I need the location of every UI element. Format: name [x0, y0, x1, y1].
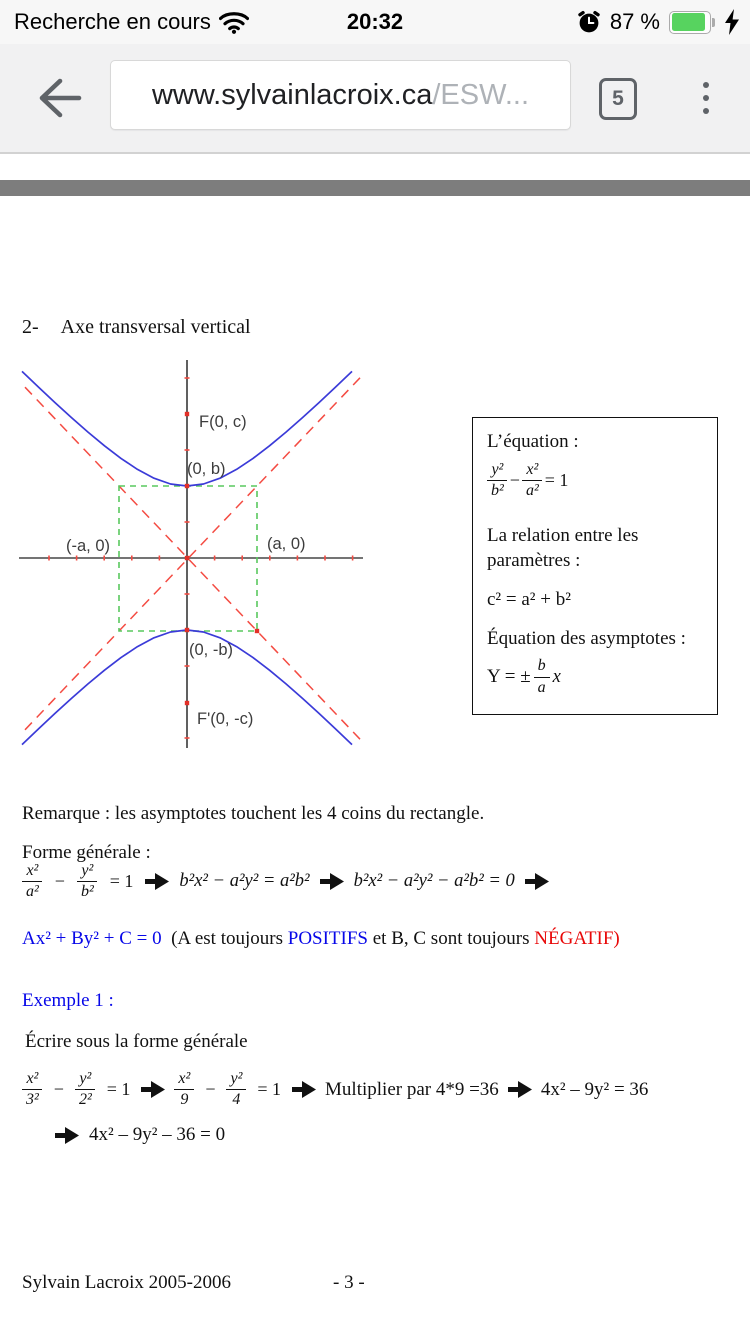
browser-toolbar: [0, 44, 750, 154]
asymptote-label: Équation des asymptotes :: [487, 627, 686, 649]
paren-open-text: (A est toujours: [161, 928, 288, 949]
frac-num: x²: [522, 461, 542, 481]
arrow-icon: [292, 1081, 316, 1098]
footer-author: Sylvain Lacroix 2005-2006: [22, 1272, 231, 1293]
asymptote-formula: [487, 657, 703, 697]
example-intro: Écrire sous la forme générale: [25, 1031, 248, 1052]
tab-count: 5: [612, 87, 624, 110]
status-right-group: [577, 0, 740, 44]
frac-num: y²: [75, 1070, 95, 1090]
example-derivation-row2: [55, 1124, 225, 1146]
frac-num: y²: [77, 862, 97, 882]
label-vertex-bottom: (0, -b): [189, 641, 234, 659]
arrow-icon: [508, 1081, 532, 1098]
label-vertex-top: (0, b): [187, 460, 226, 478]
hyperbola-graph: [15, 357, 365, 750]
overflow-menu-button[interactable]: [694, 72, 718, 124]
equals-rhs: = 1: [109, 871, 134, 892]
example-derivation-row1: [22, 1070, 648, 1110]
battery-percent: 87 %: [609, 9, 660, 34]
middle-text: et B, C sont toujours: [368, 928, 535, 949]
url-domain-text: www.sylvainlacroix.ca: [151, 78, 433, 111]
section-number: 2-: [22, 316, 39, 338]
negative-word: NÉGATIF): [534, 928, 620, 949]
remark-text: Remarque : les asymptotes touchent les 4 coins du rectangle.: [22, 803, 485, 824]
frac-num: b: [534, 657, 550, 677]
derivation-step: b²x² − a²y² = a²b²: [179, 871, 310, 892]
section-title: Axe transversal vertical: [60, 316, 251, 338]
frac-num: y²: [487, 461, 507, 481]
label-left-vertex: (-a, 0): [66, 537, 111, 555]
relation-formula: c² = a² + b²: [487, 588, 571, 610]
frac-den: a: [537, 678, 546, 696]
menu-dot-icon: [703, 82, 709, 88]
equals-rhs: = 1: [106, 1079, 131, 1100]
footer-page-number: - 3 -: [333, 1272, 365, 1293]
minus-op: −: [53, 1079, 64, 1100]
url-path-text: /ESW...: [432, 78, 530, 111]
derivation-step: b²x² − a²y² − a²b² = 0: [353, 871, 515, 892]
frac-num: x²: [22, 1070, 42, 1090]
equals-rhs: = 1: [544, 469, 569, 490]
multiply-note: Multiplier par 4*9 =36: [325, 1078, 499, 1100]
relation-label: La relation entre les paramètres :: [487, 525, 639, 572]
label-right-vertex: (a, 0): [267, 535, 306, 553]
arrow-icon: [55, 1127, 79, 1144]
alarm-icon: [577, 10, 601, 34]
equation-label: L’équation :: [487, 431, 579, 452]
battery-icon: [669, 11, 715, 34]
back-button[interactable]: [34, 74, 84, 122]
frac-num: x²: [174, 1070, 194, 1090]
section-heading: [22, 316, 251, 339]
general-equation: Ax² + By² + C = 0: [22, 928, 162, 949]
back-arrow-icon: [34, 74, 84, 122]
page-top-band: [0, 180, 750, 196]
arrow-icon: [145, 873, 169, 890]
charging-bolt-icon: [724, 9, 740, 35]
carrier-label: Recherche en cours: [14, 9, 211, 34]
example-step2: 4x² – 9y² – 36 = 0: [89, 1124, 226, 1145]
asym-lhs: Y = ±: [487, 665, 531, 687]
example-step1: 4x² – 9y² = 36: [540, 1078, 649, 1100]
status-bar: [0, 0, 750, 44]
url-omnibox[interactable]: [110, 60, 571, 130]
frac-den: 3²: [26, 1091, 39, 1109]
menu-dot-icon: [703, 108, 709, 114]
frac-den: a²: [26, 883, 39, 901]
frac-den: b²: [80, 883, 94, 901]
frac-den: b²: [491, 482, 504, 500]
frac-den: 9: [180, 1091, 189, 1109]
positive-word: POSITIFS: [287, 928, 368, 949]
frac-num: x²: [22, 862, 42, 882]
frac-num: y²: [226, 1070, 246, 1090]
asym-x: x: [552, 667, 561, 688]
arrow-icon: [141, 1081, 165, 1098]
minus-op: −: [54, 871, 65, 892]
menu-dot-icon: [703, 95, 709, 101]
minus-op: −: [205, 1079, 216, 1100]
minus-op: −: [509, 469, 520, 490]
label-focus-top: F(0, c): [199, 413, 247, 431]
arrow-icon: [320, 873, 344, 890]
general-form-derivation: [22, 862, 549, 902]
example-label: Exemple 1 :: [22, 990, 114, 1011]
hyperbola-equation: [487, 461, 703, 501]
general-form-label: Forme générale :: [22, 842, 151, 863]
frac-den: 2²: [78, 1091, 92, 1109]
equation-info-box: [472, 417, 718, 715]
arrow-icon: [525, 873, 549, 890]
frac-den: a²: [525, 482, 539, 500]
equals-rhs: = 1: [257, 1079, 282, 1100]
tab-switcher-button[interactable]: [599, 78, 637, 120]
frac-den: 4: [232, 1091, 241, 1109]
general-equation-line: [22, 928, 620, 950]
clock-time: 20:32: [346, 9, 404, 34]
label-focus-bottom: F'(0, -c): [197, 710, 254, 728]
